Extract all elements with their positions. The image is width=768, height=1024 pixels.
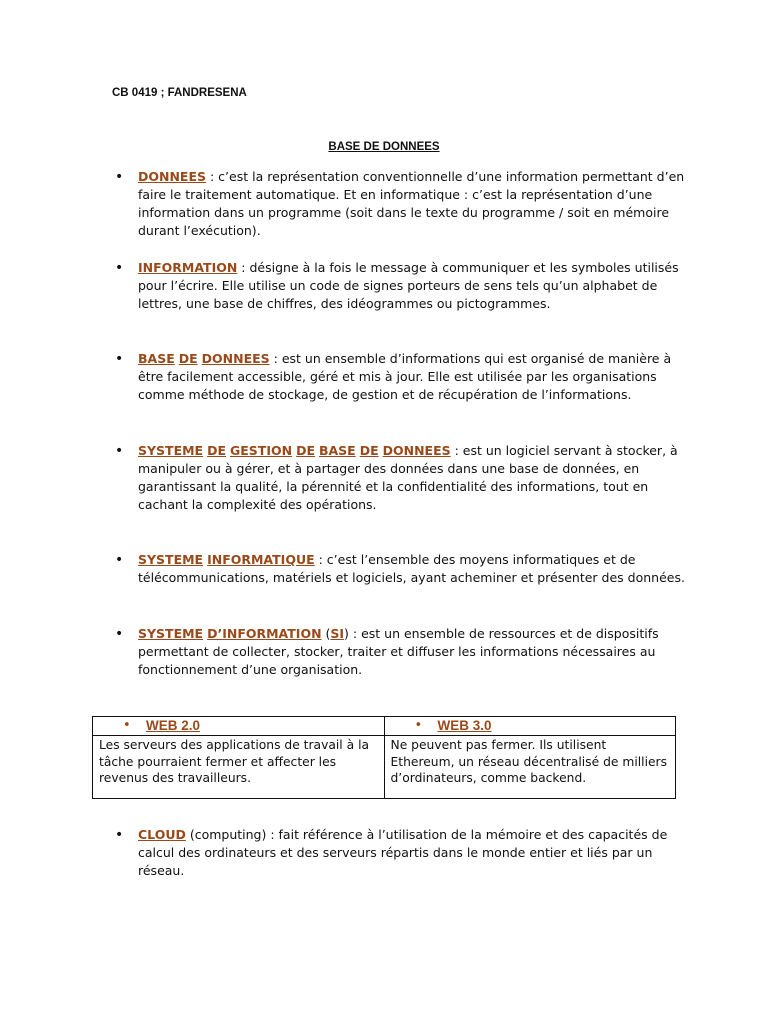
author-line: CB 0419 ; FANDRESENA: [112, 87, 247, 99]
table-cell: Les serveurs des applications de travail à la tâche pourraient fermer et affecter les revenus des travailleurs.: [93, 736, 385, 799]
keyword: INFORMATIQUE: [207, 552, 315, 567]
keyword: SYSTEME: [138, 443, 204, 458]
keyword: CLOUD: [138, 827, 186, 842]
bullet-icon: •: [115, 351, 124, 367]
definition-text: ) : est un ensemble de ressources et de dispositifs permettant de collecter, stocker, traiter et diffuser les informations nécessaires au fonctionnement d’une organisation.: [138, 626, 659, 677]
definition-text: : est un ensemble d’informations qui est organisé de manière à être facilement accessible, géré et mis à jour. Elle est utilisée par les organisations comme méthode de stockage, de gestion et de récupération de l’informations.: [138, 351, 672, 402]
bullet-icon: •: [115, 626, 124, 642]
keyword: D’INFORMATION: [207, 626, 322, 641]
paren-text: (: [321, 626, 331, 641]
definition-information: [115, 259, 698, 313]
table-header-row: [93, 717, 676, 736]
definition-text: : désigne à la fois le message à communiquer et les symboles utilisés pour l’écrire. Elle utilise un code de signes porteurs de sens tels qu’un alphabet de lettres, une base de chiffres, des idéogrammes ou pictogrammes.: [138, 260, 679, 311]
table-header-cell: [384, 717, 676, 736]
bullet-icon: •: [123, 718, 131, 733]
bullet-icon: •: [414, 718, 423, 733]
definition-systeme-information: [115, 625, 698, 679]
definition-donnees: [115, 168, 698, 240]
bullet-icon: •: [115, 552, 124, 568]
definition-cloud: [115, 826, 698, 880]
definition-text: : c’est l’ensemble des moyens informatiques et de télécommunications, matériels et logiciels, ayant acheminer et présenter des données.: [138, 552, 685, 585]
keyword: BASE: [318, 443, 356, 458]
definition-base-de-donnees: [115, 350, 698, 404]
table-row: [93, 736, 676, 799]
column-heading: WEB 2.0: [146, 718, 201, 733]
definition-text: (computing) : fait référence à l’utilisation de la mémoire et des capacités de calcul des ordinateurs et des serveurs répartis dans le monde entier et liés par un réseau.: [138, 827, 668, 878]
keyword: INFORMATION: [138, 260, 238, 275]
keyword: DONNEES: [201, 351, 270, 366]
bullet-icon: •: [115, 827, 124, 843]
keyword: BASE: [138, 351, 175, 366]
definition-text: : est un logiciel servant à stocker, à manipuler ou à gérer, et à partager des données dans une base de données, en garantissant la qualité, la pérennité et la confidentialité des informations, tout en cachant la complexité des opérations.: [138, 443, 678, 512]
keyword: DE: [207, 443, 227, 458]
keyword: SYSTEME: [138, 552, 204, 567]
definition-text: : c’est la représentation conventionnelle d’une information permettant d’en faire le traitement automatique. Et en informatique : c’est la représentation d’une information dans un programme (soit dans le texte du programme / soit en mémoire durant l’exécution).: [138, 169, 685, 238]
keyword: DE: [178, 351, 198, 366]
keyword: DONNEES: [382, 443, 451, 458]
abbreviation: SI: [330, 626, 345, 641]
document-title: BASE DE DONNEES: [328, 141, 440, 153]
definition-sgbd: [115, 442, 698, 514]
bullet-icon: •: [115, 260, 124, 276]
table-cell: Ne peuvent pas fermer. Ils utilisent Ethereum, un réseau décentralisé de milliers d’ordinateurs, comme backend.: [384, 736, 676, 799]
bullet-icon: •: [115, 169, 124, 185]
definition-systeme-informatique: [115, 551, 698, 587]
table-header-cell: [93, 717, 385, 736]
keyword: DONNEES: [138, 169, 207, 184]
column-heading: WEB 3.0: [437, 718, 492, 733]
keyword: SYSTEME: [138, 626, 204, 641]
keyword: GESTION: [230, 443, 293, 458]
keyword: DE: [296, 443, 315, 458]
bullet-icon: •: [115, 443, 124, 459]
keyword: DE: [359, 443, 379, 458]
web-comparison-table: [92, 716, 676, 799]
